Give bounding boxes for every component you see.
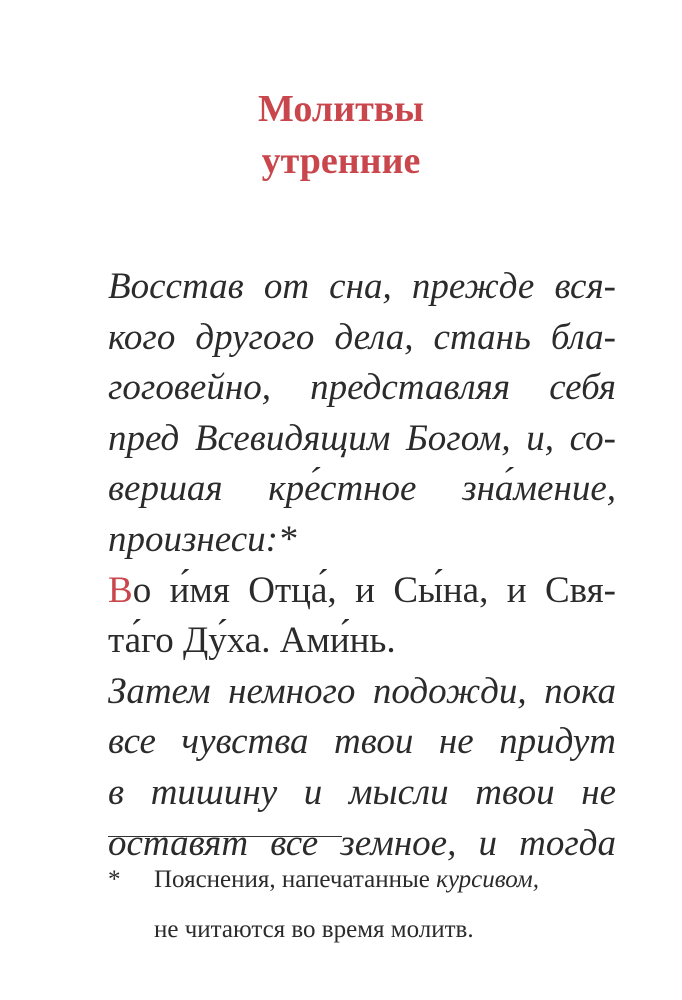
- prayer-line: та́го Ду́ха. Ами́нь.: [108, 620, 396, 662]
- page-title: [0, 83, 682, 187]
- instruction-line: в тишину и мысли твои не: [108, 771, 616, 813]
- prayer-line: [108, 566, 616, 617]
- title-line-1: Молитвы: [258, 88, 424, 130]
- instruction-line: все чувства твои не придут: [108, 721, 616, 763]
- body-text: [108, 262, 616, 869]
- footnote-italic-word: курсивом,: [436, 866, 539, 893]
- instruction-line: гоговейно, представляя себя: [108, 367, 616, 409]
- instruction-line: вершая кре́стное зна́мение,: [108, 468, 616, 510]
- footnote-divider: [108, 836, 342, 837]
- prayer-line-text: о и́мя Отца́, и Сы́на, и Свя-: [132, 569, 616, 611]
- instruction-line: Затем немного подожди, пока: [108, 670, 616, 712]
- prayer-initial-letter: В: [108, 569, 133, 611]
- footnote-line: не читаются во время молитв.: [154, 916, 474, 943]
- instruction-line: Восстав от сна, прежде вся-: [108, 266, 616, 307]
- instruction-line: кого другого дела, стань бла-: [108, 316, 616, 358]
- title-line-2: утренние: [261, 140, 421, 182]
- instruction-line: произнеси:*: [108, 518, 297, 560]
- instruction-line: пред Всевидящим Богом, и, со-: [108, 417, 616, 459]
- instruction-line: оставят все земное, и тогда: [108, 822, 616, 864]
- footnote-line: [108, 855, 628, 905]
- footnote-marker: *: [108, 866, 121, 893]
- footnote-text: Пояснения, напечатанные: [154, 866, 437, 893]
- footnote: [108, 855, 628, 955]
